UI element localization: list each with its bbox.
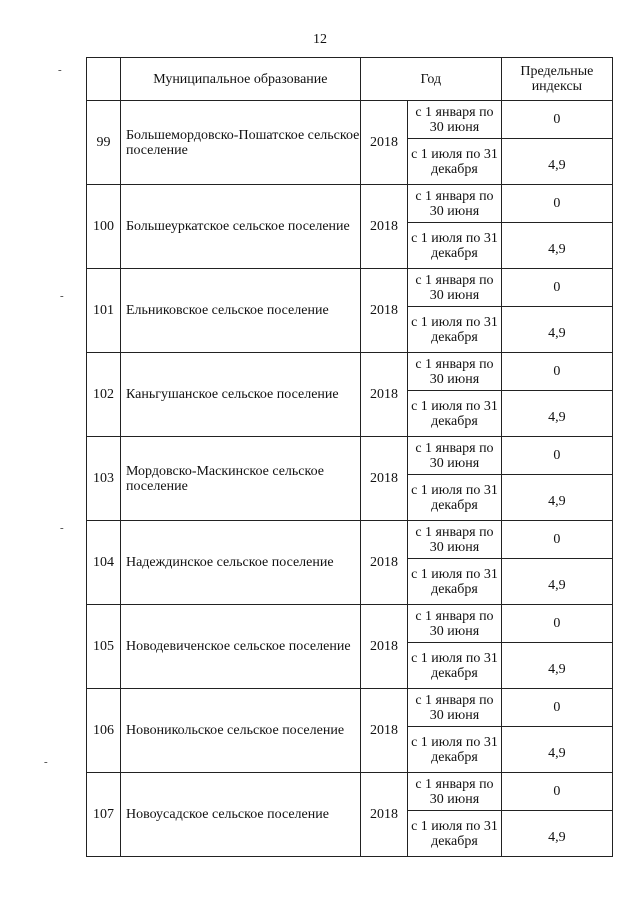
period-first-half: с 1 января по 30 июня bbox=[408, 689, 502, 727]
index-first-half: 0 bbox=[501, 605, 612, 643]
year-cell: 2018 bbox=[360, 185, 407, 269]
table-header-row bbox=[87, 58, 613, 101]
period-second-half: с 1 июля по 31 декабря bbox=[408, 475, 502, 521]
year-cell: 2018 bbox=[360, 521, 407, 605]
period-first-half: с 1 января по 30 июня bbox=[408, 185, 502, 223]
table-row bbox=[87, 353, 613, 391]
row-number: 107 bbox=[87, 773, 121, 857]
table-body bbox=[87, 101, 613, 857]
index-second-half: 4,9 bbox=[501, 307, 612, 353]
table-row bbox=[87, 689, 613, 727]
row-number: 103 bbox=[87, 437, 121, 521]
index-first-half: 0 bbox=[501, 773, 612, 811]
index-first-half: 0 bbox=[501, 101, 612, 139]
margin-mark: - bbox=[60, 522, 64, 534]
period-second-half: с 1 июля по 31 декабря bbox=[408, 727, 502, 773]
index-first-half: 0 bbox=[501, 521, 612, 559]
index-first-half: 0 bbox=[501, 689, 612, 727]
index-second-half: 4,9 bbox=[501, 223, 612, 269]
period-first-half: с 1 января по 30 июня bbox=[408, 773, 502, 811]
table-row bbox=[87, 773, 613, 811]
period-first-half: с 1 января по 30 июня bbox=[408, 101, 502, 139]
period-second-half: с 1 июля по 31 декабря bbox=[408, 391, 502, 437]
row-number: 102 bbox=[87, 353, 121, 437]
municipality-name: Новодевиченское сельское поселение bbox=[120, 605, 360, 689]
period-second-half: с 1 июля по 31 декабря bbox=[408, 223, 502, 269]
index-first-half: 0 bbox=[501, 353, 612, 391]
period-first-half: с 1 января по 30 июня bbox=[408, 437, 502, 475]
year-cell: 2018 bbox=[360, 353, 407, 437]
row-number: 106 bbox=[87, 689, 121, 773]
year-cell: 2018 bbox=[360, 605, 407, 689]
year-cell: 2018 bbox=[360, 101, 407, 185]
margin-mark: - bbox=[60, 290, 64, 302]
municipality-name: Мордовско-Маскинское сельское поселение bbox=[120, 437, 360, 521]
municipality-name: Ельниковское сельское поселение bbox=[120, 269, 360, 353]
period-second-half: с 1 июля по 31 декабря bbox=[408, 139, 502, 185]
year-cell: 2018 bbox=[360, 773, 407, 857]
table-row bbox=[87, 437, 613, 475]
municipality-name: Новоникольское сельское поселение bbox=[120, 689, 360, 773]
index-first-half: 0 bbox=[501, 269, 612, 307]
header-municipality: Муниципальное образование bbox=[120, 58, 360, 101]
margin-mark: - bbox=[58, 64, 62, 76]
period-first-half: с 1 января по 30 июня bbox=[408, 605, 502, 643]
row-number: 99 bbox=[87, 101, 121, 185]
row-number: 101 bbox=[87, 269, 121, 353]
header-number bbox=[87, 58, 121, 101]
page-number: 12 bbox=[313, 32, 327, 47]
row-number: 105 bbox=[87, 605, 121, 689]
header-year: Год bbox=[360, 58, 501, 101]
municipality-name: Большемордовско-Пошатское сельское поселение bbox=[120, 101, 360, 185]
table-row bbox=[87, 605, 613, 643]
table-row bbox=[87, 101, 613, 139]
index-second-half: 4,9 bbox=[501, 727, 612, 773]
index-second-half: 4,9 bbox=[501, 811, 612, 857]
period-second-half: с 1 июля по 31 декабря bbox=[408, 643, 502, 689]
row-number: 100 bbox=[87, 185, 121, 269]
header-index: Предельные индексы bbox=[501, 58, 612, 101]
municipality-name: Надеждинское сельское поселение bbox=[120, 521, 360, 605]
period-first-half: с 1 января по 30 июня bbox=[408, 269, 502, 307]
margin-mark: - bbox=[44, 756, 48, 768]
table-row bbox=[87, 269, 613, 307]
municipality-name: Новоусадское сельское поселение bbox=[120, 773, 360, 857]
index-first-half: 0 bbox=[501, 437, 612, 475]
year-cell: 2018 bbox=[360, 689, 407, 773]
period-first-half: с 1 января по 30 июня bbox=[408, 521, 502, 559]
index-second-half: 4,9 bbox=[501, 643, 612, 689]
period-second-half: с 1 июля по 31 декабря bbox=[408, 307, 502, 353]
period-second-half: с 1 июля по 31 декабря bbox=[408, 559, 502, 605]
year-cell: 2018 bbox=[360, 269, 407, 353]
municipality-name: Большеуркатское сельское поселение bbox=[120, 185, 360, 269]
table-row bbox=[87, 521, 613, 559]
municipality-name: Каньгушанское сельское поселение bbox=[120, 353, 360, 437]
period-first-half: с 1 января по 30 июня bbox=[408, 353, 502, 391]
row-number: 104 bbox=[87, 521, 121, 605]
index-second-half: 4,9 bbox=[501, 139, 612, 185]
tariff-table bbox=[86, 57, 613, 857]
index-first-half: 0 bbox=[501, 185, 612, 223]
year-cell: 2018 bbox=[360, 437, 407, 521]
period-second-half: с 1 июля по 31 декабря bbox=[408, 811, 502, 857]
index-second-half: 4,9 bbox=[501, 559, 612, 605]
index-second-half: 4,9 bbox=[501, 391, 612, 437]
table-row bbox=[87, 185, 613, 223]
index-second-half: 4,9 bbox=[501, 475, 612, 521]
